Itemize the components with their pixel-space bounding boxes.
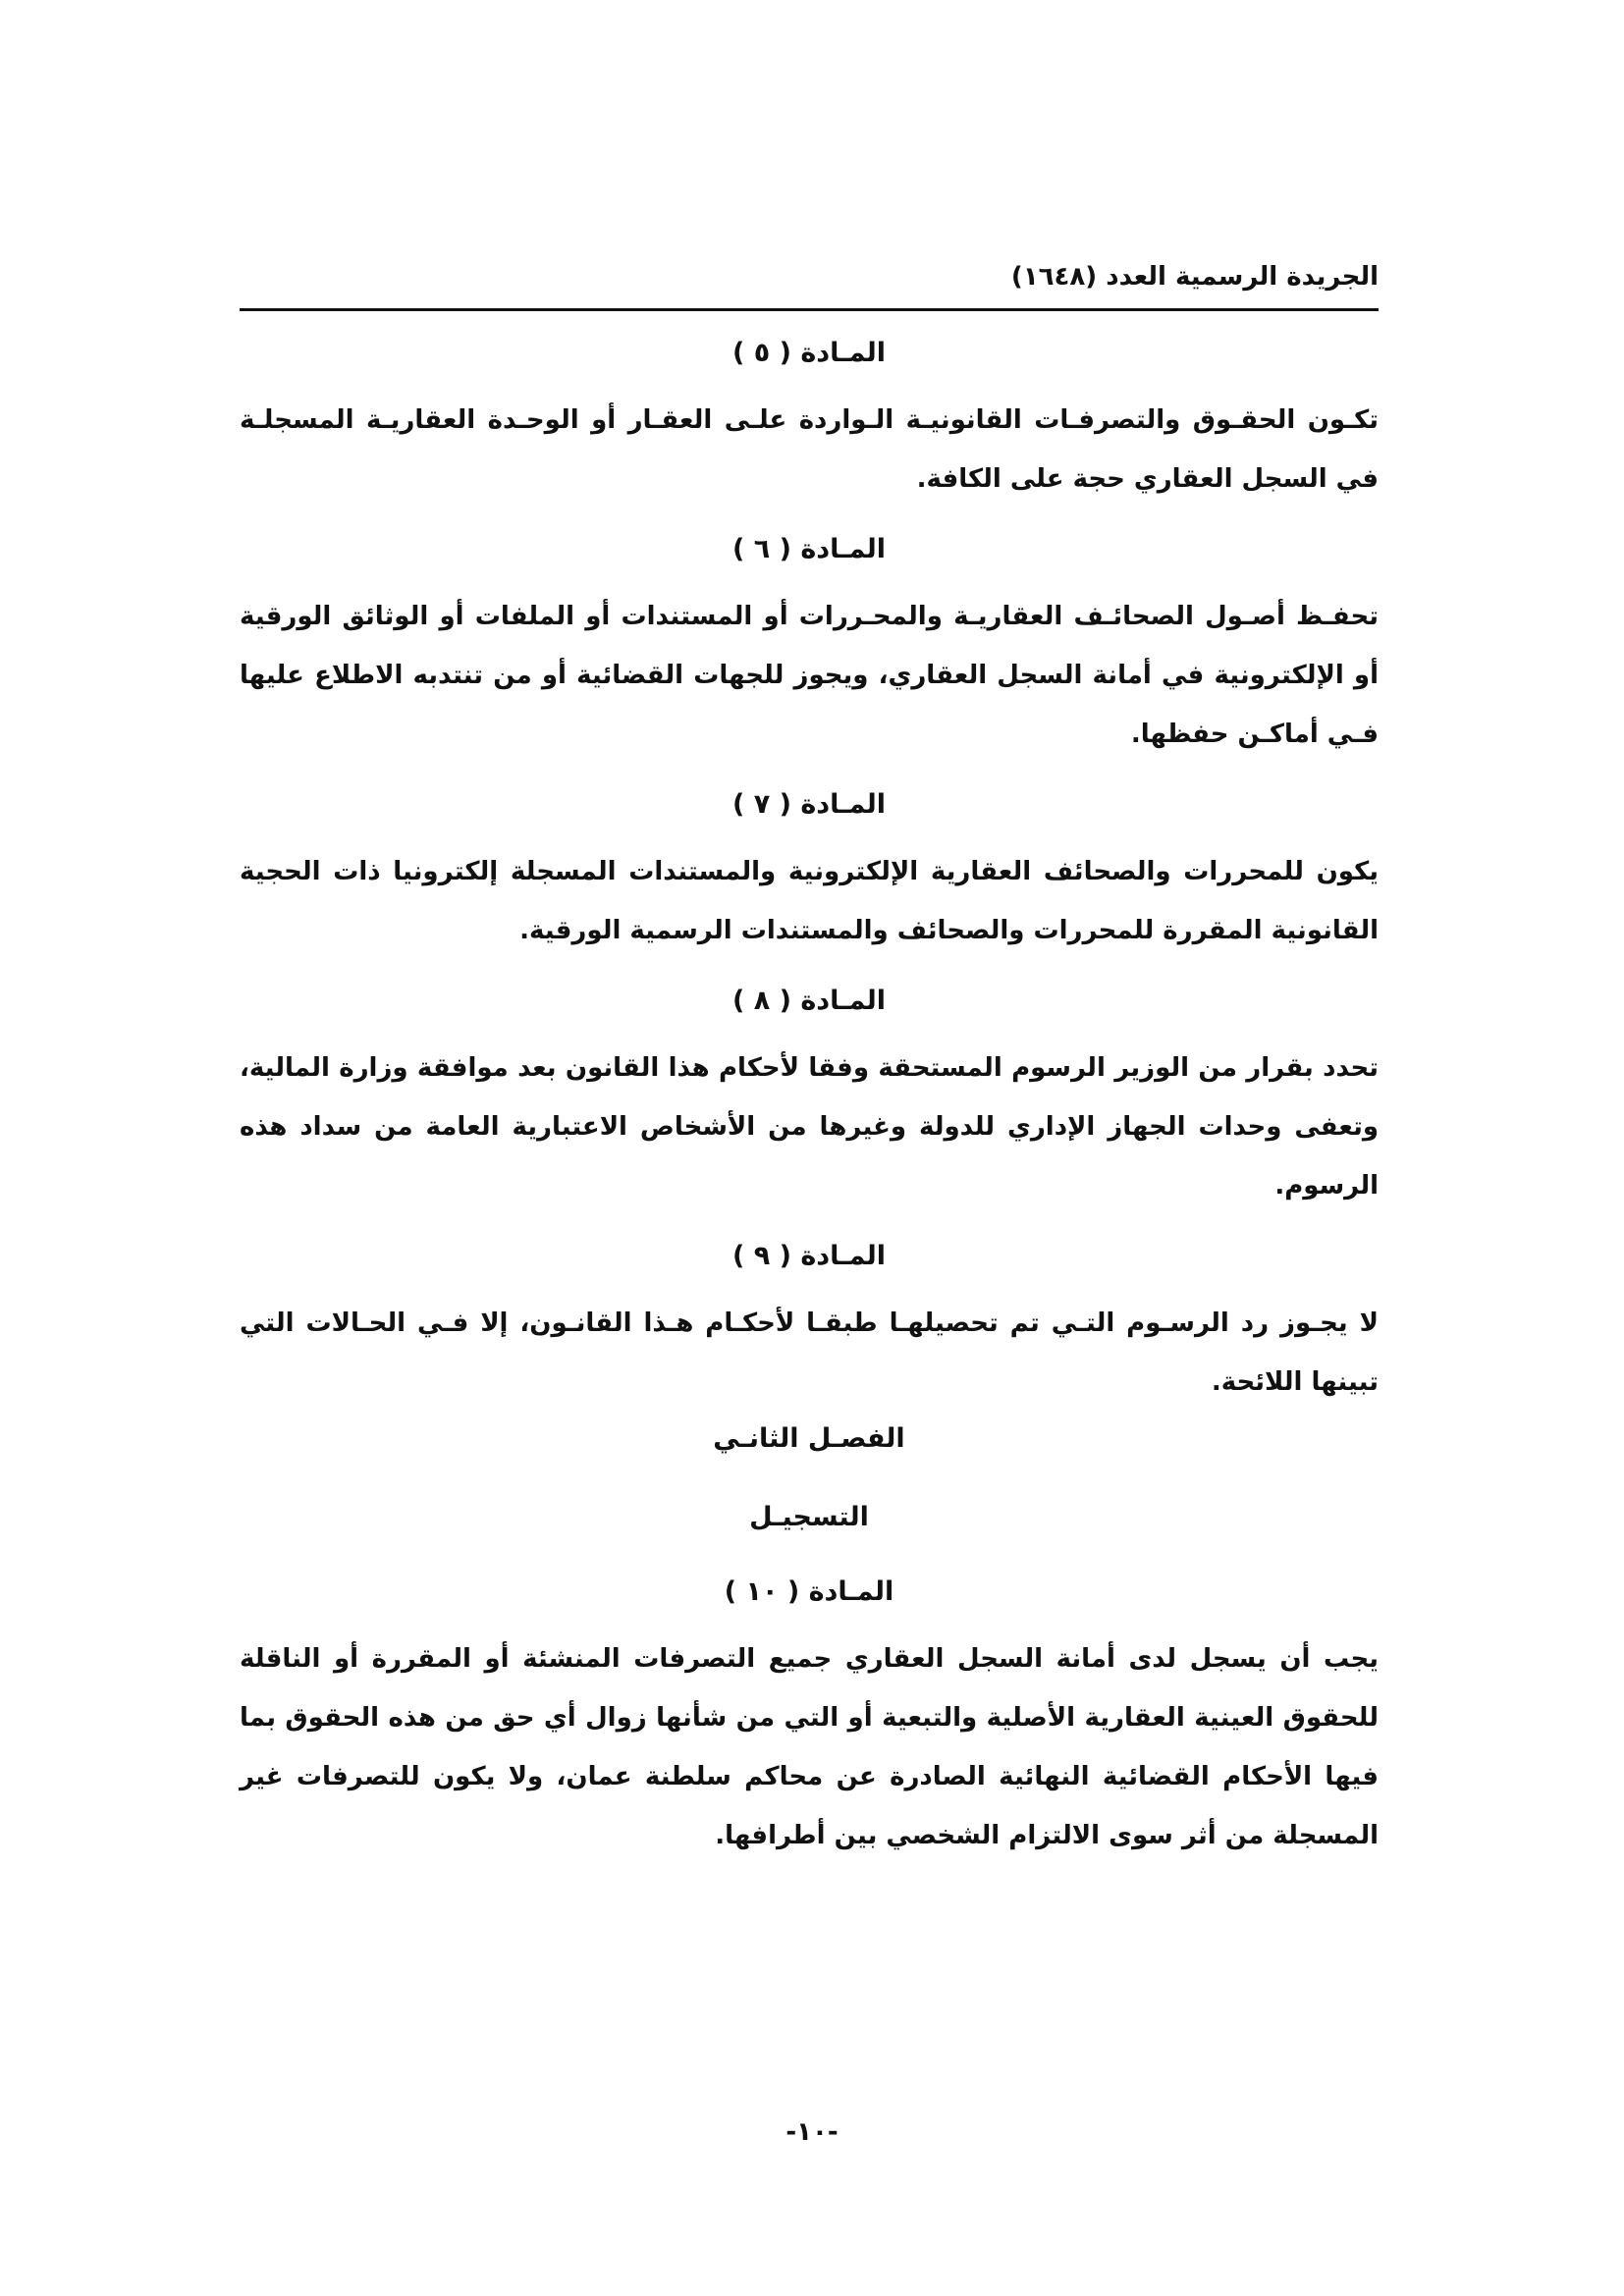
article-6-line-1: تحفـظ أصـول الصحائـف العقاريـة والمحـررات أو المستندات أو الملفات أو الوثائق الورقية — [240, 602, 1379, 631]
chapter-subtitle: التسجيـل — [749, 1502, 869, 1532]
article-9-line-1: لا يجـوز رد الرسـوم التـي تم تحصيلهـا طبقـا لأحكـام هـذا القانـون، إلا فـي الحـالات — [305, 1308, 1379, 1338]
article-5-line-2: في السجل العقاري حجة على الكافة. — [916, 464, 1379, 494]
article-7-heading: المـادة ( ٧ ) — [731, 789, 887, 820]
page-content — [240, 330, 1379, 1865]
article-9-heading: المـادة ( ٩ ) — [731, 1241, 887, 1271]
article-7-line-2: القانونية المقررة للمحررات والصحائف والمستندات الرسمية الورقية. — [519, 916, 1379, 945]
article-6-line-3: عليها فـي أماكـن حفظها. — [240, 661, 1379, 749]
spacer — [240, 508, 1379, 526]
spacer — [240, 960, 1379, 978]
article-10-line-2: للحقوق العينية العقارية الأصلية والتبعية أو التي من شأنها زوال أي حق من هذه — [388, 1703, 1379, 1733]
article-10-heading: المـادة ( ١٠ ) — [724, 1576, 894, 1607]
gazette-title: الجريدة الرسمية العدد (١٦٤٨) — [1010, 262, 1379, 292]
article-10-line-1: يجب أن يسجل لدى أمانة السجل العقاري جميع التصرفات المنشئة أو المقررة أو الناقلة — [240, 1644, 1379, 1674]
article-8-heading: المـادة ( ٨ ) — [731, 986, 887, 1016]
header-divider — [240, 308, 1379, 311]
article-10-body — [240, 1629, 1379, 1865]
article-10-line-4: للتصرفات غير المسجلة من أثر سوى الالتزام الشخصي بين أطرافها. — [240, 1762, 1379, 1850]
article-10-line-3: الحقوق بما فيها الأحكام القضائية النهائية الصادرة عن محاكم سلطنة عمان، ولا يكون — [240, 1703, 1380, 1791]
article-5-heading: المـادة ( ٥ ) — [731, 338, 887, 368]
article-7-body — [240, 842, 1379, 960]
page-number: -١٠- — [785, 2117, 839, 2147]
spacer — [240, 764, 1379, 781]
article-6-heading: المـادة ( ٦ ) — [731, 534, 887, 564]
article-8-body — [240, 1039, 1379, 1215]
article-8-line-2: وتعفى وحدات الجهاز الإداري للدولة وغيرها من الأشخاص الاعتبارية العامة من سداد — [299, 1112, 1379, 1142]
article-7-line-1: يكون للمحررات والصحائف العقارية الإلكترونية والمستندات المسجلة إلكترونيا ذات الحجية — [240, 857, 1379, 886]
chapter-title: الفصـل الثانـي — [713, 1423, 905, 1454]
page-header — [240, 257, 1379, 316]
article-5-body — [240, 391, 1379, 508]
article-8-line-1: تحدد بقرار من الوزير الرسوم المستحقة وفقا لأحكام هذا القانون بعد موافقة وزارة المالية، — [240, 1053, 1379, 1083]
article-6-body — [240, 587, 1379, 764]
article-9-body — [240, 1294, 1379, 1412]
article-8-line-3: هذه الرسوم. — [240, 1112, 1379, 1201]
article-9-line-2: التي تبينها اللائحة. — [240, 1308, 1379, 1397]
article-6-line-2: أو الإلكترونية في أمانة السجل العقاري، ويجوز للجهات القضائية أو من تنتدبه الاطلاع — [314, 661, 1379, 690]
spacer — [240, 1215, 1379, 1233]
article-5-line-1: تكـون الحقـوق والتصرفـات القانونيـة الـواردة علـى العقـار أو الوحـدة العقاريـة المسجلـة — [240, 405, 1379, 435]
